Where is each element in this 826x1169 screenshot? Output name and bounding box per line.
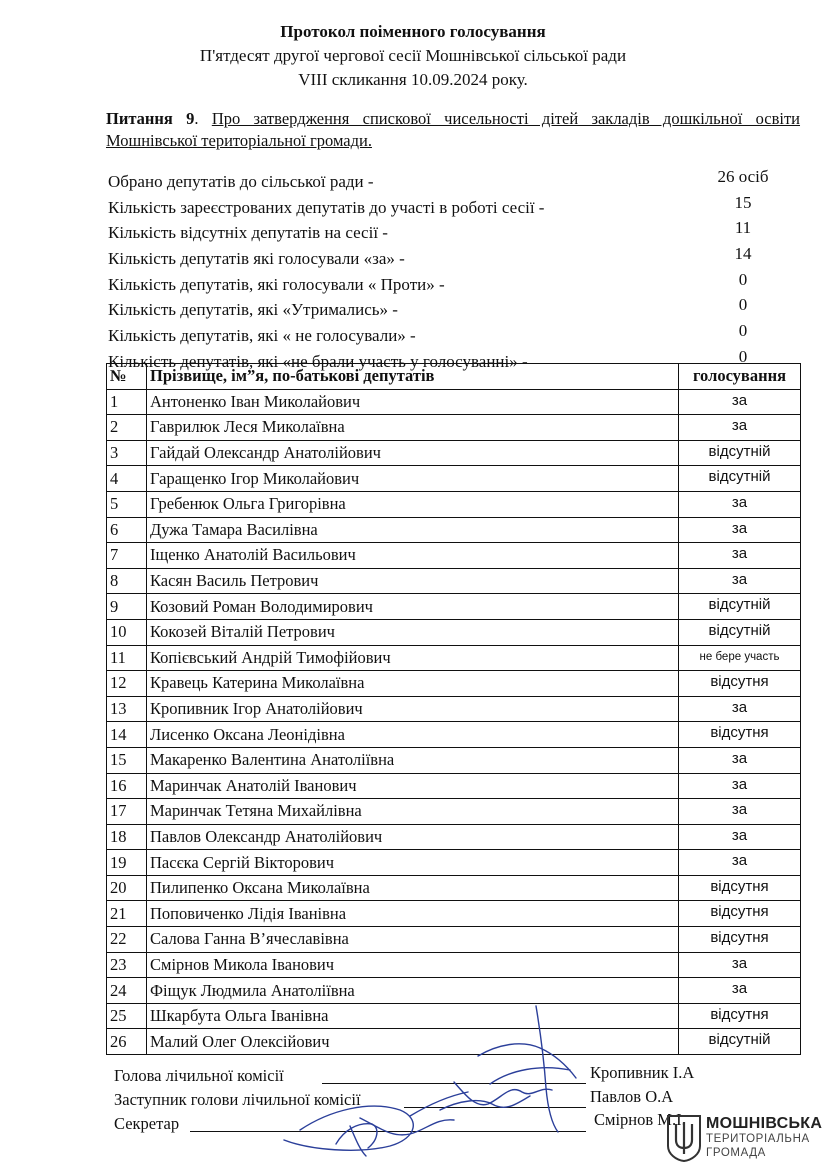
stat-row	[108, 320, 788, 346]
trident-emblem-icon	[666, 1114, 702, 1162]
header-vote: голосування	[679, 364, 801, 390]
deputy-number: 24	[107, 978, 147, 1004]
deputy-name: Лисенко Оксана Леонідівна	[147, 722, 679, 748]
deputy-name: Гаращенко Ігор Миколайович	[147, 466, 679, 492]
vote-result: за	[679, 799, 801, 825]
deputy-number: 23	[107, 952, 147, 978]
table-row	[107, 491, 801, 517]
vote-result: відсутня	[679, 671, 801, 697]
header-name: Прізвище, ім”я, по-батькові депутатів	[147, 364, 679, 390]
deputy-number: 19	[107, 850, 147, 876]
deputy-name: Гребенюк Ольга Григорівна	[147, 491, 679, 517]
deputy-name: Кокозей Віталій Петрович	[147, 619, 679, 645]
handwritten-signatures	[240, 1000, 620, 1160]
table-row	[107, 440, 801, 466]
deputy-number: 4	[107, 466, 147, 492]
stat-label: Кількість відсутніх депутатів на сесії -	[108, 223, 388, 243]
vote-statistics	[108, 166, 788, 372]
deputy-number: 3	[107, 440, 147, 466]
vote-result: за	[679, 824, 801, 850]
deputy-label: Заступник голови лічильної комісії	[114, 1090, 361, 1109]
table-row	[107, 619, 801, 645]
table-row	[107, 952, 801, 978]
secretary-name: Смірнов М.І.	[594, 1110, 686, 1129]
secretary-label: Секретар	[114, 1114, 180, 1133]
vote-result: за	[679, 696, 801, 722]
deputy-name: Антоненко Іван Миколайович	[147, 389, 679, 415]
stat-row	[108, 192, 788, 218]
vote-result: за	[679, 978, 801, 1004]
stat-row	[108, 269, 788, 295]
session-subtitle: П'ятдесят другої чергової сесії Мошнівської сільської ради	[199, 46, 627, 65]
header-number: №	[107, 364, 147, 390]
vote-result: відсутня	[679, 722, 801, 748]
deputy-number: 2	[107, 415, 147, 441]
vote-result: відсутня	[679, 901, 801, 927]
stat-label: Кількість депутатів, які « не голосували» -	[108, 326, 416, 346]
deputy-name: Кропивник Ігор Анатолійович	[147, 696, 679, 722]
table-row	[107, 901, 801, 927]
deputy-number: 26	[107, 1029, 147, 1055]
vote-result: за	[679, 517, 801, 543]
deputy-name: Іщенко Анатолій Васильович	[147, 543, 679, 569]
deputy-name: Макаренко Валентина Анатоліївна	[147, 747, 679, 773]
stat-value: 26 осіб	[717, 167, 769, 186]
chair-name: Кропивник І.А	[590, 1063, 695, 1082]
table-row	[107, 543, 801, 569]
deputy-name: Кравець Катерина Миколаївна	[147, 671, 679, 697]
community-logo	[666, 1112, 823, 1164]
deputy-number: 1	[107, 389, 147, 415]
table-row	[107, 568, 801, 594]
deputy-name: Салова Ганна В’ячеславівна	[147, 927, 679, 953]
question-number: Питання 9	[106, 109, 195, 128]
convocation-date: VIII скликання 10.09.2024 року.	[298, 70, 528, 89]
table-row	[107, 415, 801, 441]
roll-call-table	[106, 363, 801, 1055]
deputy-name: Смірнов Микола Іванович	[147, 952, 679, 978]
deputy-name: Павлов О.А	[590, 1087, 674, 1106]
vote-result: за	[679, 543, 801, 569]
table-row	[107, 824, 801, 850]
deputy-number: 20	[107, 875, 147, 901]
deputy-number: 9	[107, 594, 147, 620]
deputy-number: 21	[107, 901, 147, 927]
deputy-name: Фіщук Людмила Анатоліївна	[147, 978, 679, 1004]
table-row	[107, 850, 801, 876]
deputy-name: Гайдай Олександр Анатолійович	[147, 440, 679, 466]
vote-result: відсутній	[679, 594, 801, 620]
stat-value: 0	[738, 321, 748, 341]
table-row	[107, 389, 801, 415]
vote-result: відсутній	[679, 466, 801, 492]
vote-result: за	[679, 389, 801, 415]
table-row	[107, 747, 801, 773]
table-row	[107, 875, 801, 901]
deputy-name: Шкарбута Ольга Іванівна	[147, 1003, 679, 1029]
question-text: Про затвердження спискової чисельності дітей закладів дошкільної освіти Мошнівської територіальної громади.	[106, 109, 801, 150]
vote-result: відсутня	[679, 927, 801, 953]
table-row	[107, 696, 801, 722]
deputy-name: Маринчак Тетяна Михайлівна	[147, 799, 679, 825]
vote-result: відсутня	[679, 875, 801, 901]
vote-result: відсутня	[679, 1003, 801, 1029]
deputy-name: Пилипенко Оксана Миколаївна	[147, 875, 679, 901]
deputy-number: 12	[107, 671, 147, 697]
agenda-question: Питання 9. Про затвердження спискової чисельності дітей закладів дошкільної освіти Мошнівської територіальної громади.	[106, 109, 801, 150]
deputy-name: Маринчак Анатолій Іванович	[147, 773, 679, 799]
vote-result: відсутній	[679, 440, 801, 466]
deputy-number: 17	[107, 799, 147, 825]
stat-value: 11	[734, 218, 752, 238]
deputy-name: Поповиченко Лідія Іванівна	[147, 901, 679, 927]
vote-result: не бере участь	[679, 645, 801, 671]
deputy-number: 7	[107, 543, 147, 569]
logo-line-2: ТЕРИТОРІАЛЬНА	[706, 1133, 810, 1145]
stat-row	[108, 166, 788, 192]
stat-label: Кількість депутатів, які «Утримались» -	[108, 300, 398, 320]
deputy-number: 6	[107, 517, 147, 543]
stat-value: 14	[734, 244, 752, 264]
table-header-row	[107, 364, 801, 390]
table-row	[107, 517, 801, 543]
deputy-number: 15	[107, 747, 147, 773]
stat-row	[108, 294, 788, 320]
deputy-number: 18	[107, 824, 147, 850]
stat-label: Кількість зареєстрованих депутатів до участі в роботі сесії -	[108, 197, 545, 217]
stat-row	[108, 217, 788, 243]
stat-row	[108, 243, 788, 269]
chair-label: Голова лічильної комісії	[114, 1066, 284, 1085]
stat-label: Обрано депутатів до сільської ради -	[108, 172, 374, 191]
table-row	[107, 773, 801, 799]
vote-result: за	[679, 491, 801, 517]
table-row	[107, 645, 801, 671]
stat-label: Кількість депутатів, які голосували « Проти» -	[108, 274, 445, 294]
deputy-number: 8	[107, 568, 147, 594]
vote-result: за	[679, 850, 801, 876]
table-row	[107, 722, 801, 748]
stat-label: Кількість депутатів які голосували «за» -	[108, 249, 405, 269]
logo-line-1: МОШНІВСЬКА	[706, 1115, 823, 1132]
stat-label: Кількість депутатів, які «не брали участь у голосуванні» -	[108, 351, 528, 371]
vote-result: відсутній	[679, 1029, 801, 1055]
deputy-name: Копієвський Андрій Тимофійович	[147, 645, 679, 671]
deputy-name: Малий Олег Олексійович	[147, 1029, 679, 1055]
stat-value: 0	[738, 269, 748, 289]
vote-result: за	[679, 568, 801, 594]
vote-result: за	[679, 747, 801, 773]
deputy-number: 11	[107, 645, 147, 671]
stat-value: 15	[734, 192, 752, 212]
deputy-name: Дужа Тамара Василівна	[147, 517, 679, 543]
deputy-number: 14	[107, 722, 147, 748]
table-row	[107, 594, 801, 620]
vote-result: відсутній	[679, 619, 801, 645]
deputy-name: Касян Василь Петрович	[147, 568, 679, 594]
table-row	[107, 671, 801, 697]
deputy-number: 13	[107, 696, 147, 722]
deputy-name: Павлов Олександр Анатолійович	[147, 824, 679, 850]
deputy-name: Гаврилюк Леся Миколаївна	[147, 415, 679, 441]
vote-result: за	[679, 773, 801, 799]
deputy-name: Пасєка Сергій Вікторович	[147, 850, 679, 876]
document-title: Протокол поіменного голосування	[280, 22, 546, 41]
deputy-name: Козовий Роман Володимирович	[147, 594, 679, 620]
table-row	[107, 927, 801, 953]
deputy-number: 22	[107, 927, 147, 953]
deputy-number: 16	[107, 773, 147, 799]
deputy-number: 10	[107, 619, 147, 645]
table-row	[107, 799, 801, 825]
deputy-number: 25	[107, 1003, 147, 1029]
deputy-number: 5	[107, 491, 147, 517]
stat-value: 0	[738, 295, 748, 315]
table-row	[107, 466, 801, 492]
vote-result: за	[679, 952, 801, 978]
stat-value: 0	[738, 346, 748, 366]
table-body	[107, 389, 801, 1054]
vote-result: за	[679, 415, 801, 441]
logo-line-3: ГРОМАДА	[706, 1147, 766, 1159]
